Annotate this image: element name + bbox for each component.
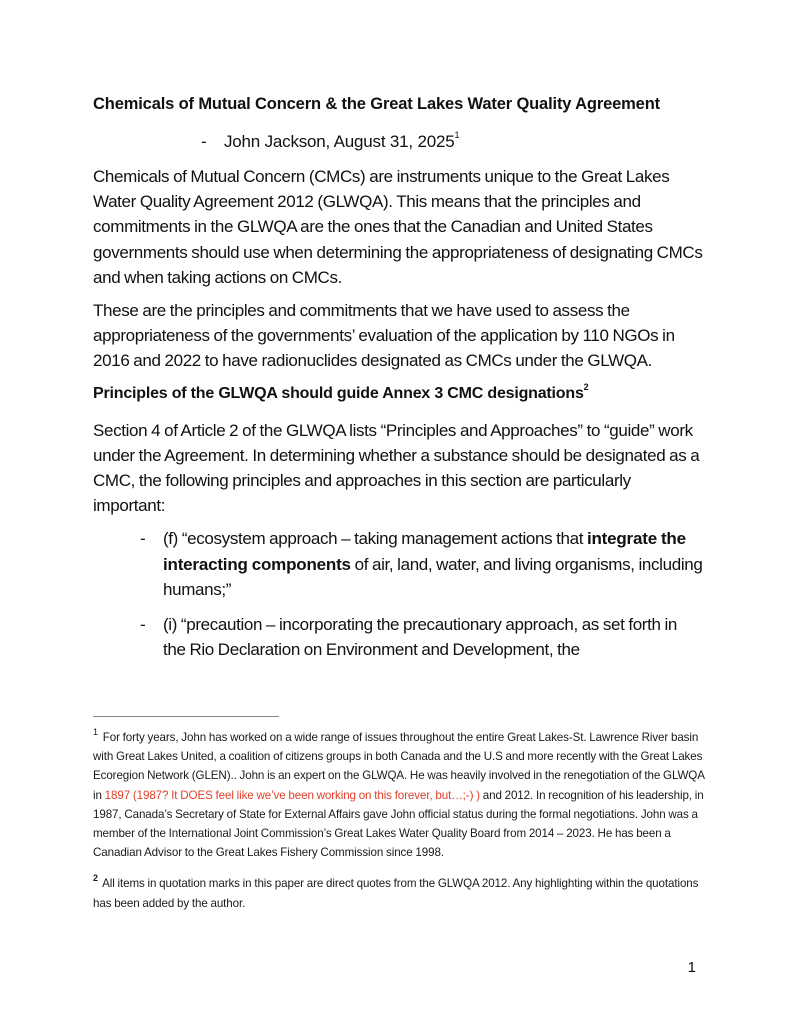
document-title: Chemicals of Mutual Concern & the Great Lakes Water Quality Agreement <box>93 95 660 113</box>
page-number: 1 <box>687 959 696 976</box>
bullet-dash: - <box>140 615 146 635</box>
bullet-text-after: of air, land, water, and living organisms, including humans;” <box>163 554 703 599</box>
byline-text: John Jackson, August 31, 2025 <box>224 132 455 151</box>
bullet-text-before: (f) “ecosystem approach – taking management actions that <box>163 529 587 549</box>
list-item <box>93 526 703 602</box>
footnote-1-number: 1 <box>93 727 98 737</box>
page-body <box>93 92 703 672</box>
bullet-text-before: (i) “precaution – incorporating the precautionary approach, as set forth in the Rio Declaration on Environment and Development, the <box>163 615 677 660</box>
section-heading <box>93 382 703 406</box>
footnotes <box>93 728 705 925</box>
footnote-1-text-after: and 2012. In recognition of his leadership, in 1987, Canada’s Secretary of State for External Affairs gave John official status during the formal negotiations. John was a member of the International Joint Commission’s Great Lakes Water Quality Board from 2014 – 2023. He has been a Canadian Advisor to the Great Lakes Fishery Commission since 1998. <box>93 788 704 860</box>
bullet-dash: - <box>140 529 146 549</box>
footnote-2-text: All items in quotation marks in this paper are direct quotes from the GLWQA 2012. Any highlighting within the quotations has been added by the author. <box>93 877 699 910</box>
intro-paragraph: Chemicals of Mutual Concern (CMCs) are instruments unique to the Great Lakes Water Quality Agreement 2012 (GLWQA). This means that the principles and commitments in the GLWQA are the ones that the Canadian and United States governments should use when determining the appropriateness of designating CMCs and when taking actions on CMCs. <box>93 167 703 287</box>
section-paragraph: Section 4 of Article 2 of the GLWQA lists “Principles and Approaches” to “guide” work under the Agreement. In determining whether a substance should be designated as a CMC, the following principles and approaches in this section are particularly important: <box>93 420 700 516</box>
footnote-ref-2[interactable]: 2 <box>583 381 589 392</box>
footnote-2 <box>93 874 705 912</box>
list-item <box>93 612 703 662</box>
footnote-separator <box>93 716 279 717</box>
byline-dash: - <box>201 132 207 151</box>
footnote-1 <box>93 728 705 862</box>
section-heading-text: Principles of the GLWQA should guide Annex 3 CMC designations <box>93 384 584 402</box>
footnote-1-red-annotation: 1897 (1987? It DOES feel like we’ve been working on this forever, but…;-) ) <box>104 788 480 802</box>
assessment-paragraph: These are the principles and commitments that we have used to assess the appropriateness of the governments’ evaluation of the application by 110 NGOs in 2016 and 2022 to have radionuclides designated as CMCs under the GLWQA. <box>93 301 675 371</box>
byline <box>93 130 703 154</box>
footnote-ref-1[interactable]: 1 <box>454 130 460 140</box>
footnote-2-number: 2 <box>93 873 98 884</box>
principles-list <box>93 526 703 662</box>
bullet-bold-text: integrate the interacting components <box>163 529 686 574</box>
footnote-1-text: For forty years, John has worked on a wide range of issues throughout the entire Great Lakes-St. Lawrence River basin with Great Lakes United, a coalition of citizens groups in both Canada and the U.S and more recently with the Great Lakes Ecoregion Network (GLEN).. John is an expert on the GLWQA. He was heavily involved in the renegotiation of the GLWQA in <box>93 731 705 802</box>
